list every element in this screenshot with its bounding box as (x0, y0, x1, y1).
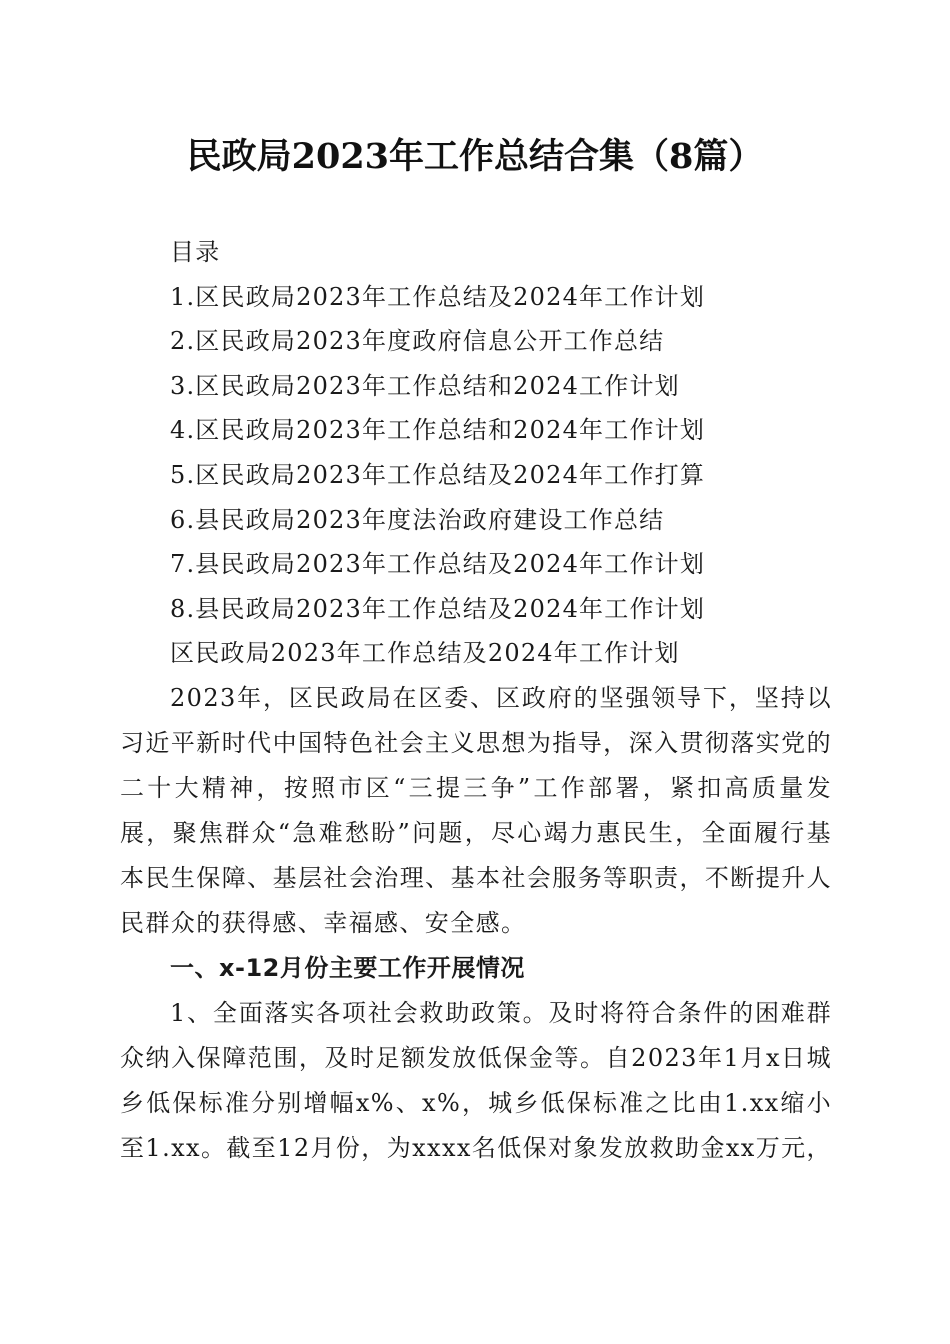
toc-item[interactable]: 4.区民政局2023年工作总结和2024年工作计划 (170, 416, 706, 445)
table-of-contents (170, 230, 705, 676)
toc-item[interactable]: 7.县民政局2023年工作总结及2024年工作计划 (170, 550, 706, 579)
section-heading: 一、x-12月份主要工作开展情况 (170, 954, 525, 982)
toc-item[interactable]: 6.县民政局2023年度法治政府建设工作总结 (170, 505, 665, 534)
toc-item[interactable]: 8.县民政局2023年工作总结及2024年工作计划 (170, 594, 706, 623)
article-body (120, 676, 832, 1171)
document-title: 民政局2023年工作总结合集（8篇） (186, 136, 764, 177)
toc-heading: 目录 (170, 238, 221, 266)
toc-item[interactable]: 3.区民政局2023年工作总结和2024工作计划 (170, 371, 680, 400)
toc-item[interactable]: 2.区民政局2023年度政府信息公开工作总结 (170, 327, 665, 356)
toc-item[interactable]: 5.区民政局2023年工作总结及2024年工作打算 (170, 460, 706, 489)
toc-item[interactable]: 1.区民政局2023年工作总结及2024年工作计划 (170, 282, 706, 311)
body-paragraph: 1、全面落实各项社会救助政策。及时将符合条件的困难群众纳入保障范围，及时足额发放低保金等。自2023年1月x日城乡低保标准分别增幅x%、x%，城乡低保标准之比由1.xx缩小至1.xx。截至12月份，为xxxx名低保对象发放救助金xx万元， (120, 999, 832, 1162)
intro-paragraph: 2023年，区民政局在区委、区政府的坚强领导下，坚持以习近平新时代中国特色社会主义思想为指导，深入贯彻落实党的二十大精神，按照市区“三提三争”工作部署，紧扣高质量发展，聚焦群众“急难愁盼”问题，尽心竭力惠民生，全面履行基本民生保障、基层社会治理、基本社会服务等职责，不断提升人民群众的获得感、幸福感、安全感。 (120, 684, 832, 937)
article-title: 区民政局2023年工作总结及2024年工作计划 (170, 639, 680, 668)
